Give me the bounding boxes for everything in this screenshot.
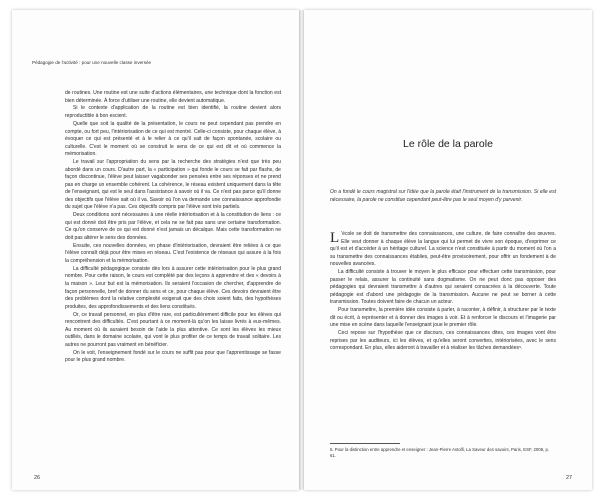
paragraph: Ceci repose sur l'hypothèse que ce discours, ces connaissances dites, ces images vont être reprises par les auditeurs, ici les élèves, et qu'elles seront converties, intériorisées, avec le sens correspondant. En plus, elles aideront à travailler et à réaliser les tâches demandées⁵.	[330, 330, 556, 352]
right-body-text	[330, 231, 556, 353]
paragraph: Le travail sur l'appropriation du sens par la recherche des stratégies n'est que très peu abordé dans un cours. D'autre part, la « participation » qui fonde le cours se fait par flashs, de façon discontinue, l'élève peut laisser vagabonder ses pensées entre ses réponses et ne prend pas en charge un ensemble cohérent. La cohérence, le réseau existent uniquement dans la tête de l'enseignant, qui est le seul dans l'assistance à savoir où il va. Ce n'est pas parce qu'il donne des objectifs que l'élève sait où il va. Savoir où l'on va demande une connaissance approfondie du sujet que l'élève n'a pas. Ces objectifs compris par l'élève sont très partiels.	[65, 159, 281, 211]
left-page	[12, 10, 299, 490]
page-number: 26	[34, 475, 40, 481]
paragraph: La difficulté pédagogique consiste dès lors à assurer cette intériorisation pour le plus grand nombre. Pour cette raison, le cours est complété par des leçons à apprendre et des « devoirs à la maison ». Leur but est la mémorisation. Ils seraient l'occasion de chercher, d'apprendre de façon personnelle, bref de donner du sens et ce, pour chaque élève. Ces devoirs devraient être des problèmes dont la relative complexité exigerait que des choix soient faits, des hypothèses produites, des approfondissements et des liens constitués.	[65, 265, 281, 310]
paragraph: Or, ce travail personnel, en plus d'être rare, est particulièrement difficile pour les élèves qui rencontrent des difficultés. C'est pourtant à ce moment-là qu'on les laisse livrés à eux-mêmes. Au moment où ils auraient besoin de l'aide la plus attentive. Ce sont les élèves les mieux outillés, dans le domaine scolaire, qui vont le plus profiter de ce temps de travail solitaire. Les autres ne pourront pas vraiment en bénéficier.	[65, 311, 281, 348]
chapter-title: Le rôle de la parole	[403, 138, 493, 150]
paragraph: Si le contexte d'application de la routine est bien identifié, la routine devient alors reproductible à bon escient.	[65, 105, 281, 120]
paragraph: On le voit, l'enseignement fondé sur le cours ne suffit pas pour que l'apprentissage se fasse pour le plus grand nombre.	[65, 349, 281, 364]
right-page	[304, 10, 592, 490]
running-head: Pédagogie de l'activité : pour une nouvelle classe inversée	[32, 60, 152, 65]
epigraph: On a fondé le cours magistral sur l'idée que la parole était l'instrument de la transmission. Si elle est nécessaire, la parole ne constitue cependant peut-être pas le seul moyen d'y parvenir.	[330, 189, 556, 203]
first-paragraph-text: 'école se doit de transmettre des connaissances, une culture, de faire connaître des œuvres. Elle veut donner à chaque élève la langue qui lui permet de vivre son époque, d'exprimer ce qu'il est et d'accéder à un héritage culturel. La science n'est constituée à partir du moment où l'on a su transmettre des connaissances établies, peut-être provisoirement, pour offrir un fondement à de nouvelles avancées.	[330, 231, 556, 268]
paragraph: Quelle que soit la qualité de la présentation, le cours ne peut cependant pas prendre en compte, ou fort peu, l'intériorisation de ce qui est montré. Celle-ci consiste, pour chaque élève, à évoquer ce qui est présenté et à le relier à ce qu'il sait de façon spontanée, scolaire ou culturelle. C'est le moment où se construit le sens de ce qui est dit et où commence la mémorisation.	[65, 120, 281, 158]
paragraph: Pour transmettre, la première idée consiste à parler, à raconter, à définir, à structurer par le texte dit ou écrit, à représenter et à donner des images à voir. Et à renforcer le discours et l'imagerie par une mise en scène dans laquelle l'enseignant joue le premier rôle.	[330, 307, 556, 329]
paragraph: La difficulté consiste à trouver le moyen le plus efficace pour effectuer cette transmission, pour passer le relais, assurer la continuité sans dogmatisme. On ne peut donc pas opposer des pédagogies qui devraient transmettre à d'autres qui seraient consacrées à la découverte. Toute pédagogie est d'abord une pédagogie de la transmission. Aucune ne peut se borner à cette transmission. Toutes doivent faire de chacun un acteur.	[330, 269, 556, 306]
paragraph: de routines. Une routine est une suite d'actions élémentaires, une technique dont la fonction est bien déterminée. À force d'utiliser une routine, elle devient automatique.	[65, 90, 281, 104]
left-body-text	[65, 90, 281, 365]
footnote: 5. Pour la distinction entre apprendre et enseigner : Jean-Pierre Astolfi, La Saveur des savoirs, Paris, ESF, 2008, p. 61.	[330, 447, 550, 459]
drop-cap: L	[330, 230, 340, 246]
paragraph: Ensuite, ces nouvelles données, en phase d'intériorisation, devraient être reliées à ce que l'élève connaît déjà pour être mises en réseau. C'est l'existence de réseaux qui assure à la fois la compréhension et la mémorisation.	[65, 242, 281, 264]
footnote-rule	[330, 443, 400, 444]
page-number: 27	[566, 475, 572, 481]
paragraph: Deux conditions sont nécessaires à une réelle intériorisation et à la constitution de liens : ce qui est donné doit être pris par l'élève, et cela ne se fait pas sans une certaine transformation. Ce qu'on conserve de ce qui est donné n'est jamais un décalque. Mais cette transformation ne doit pas altérer le sens des données.	[65, 212, 281, 241]
paragraph	[330, 231, 556, 269]
